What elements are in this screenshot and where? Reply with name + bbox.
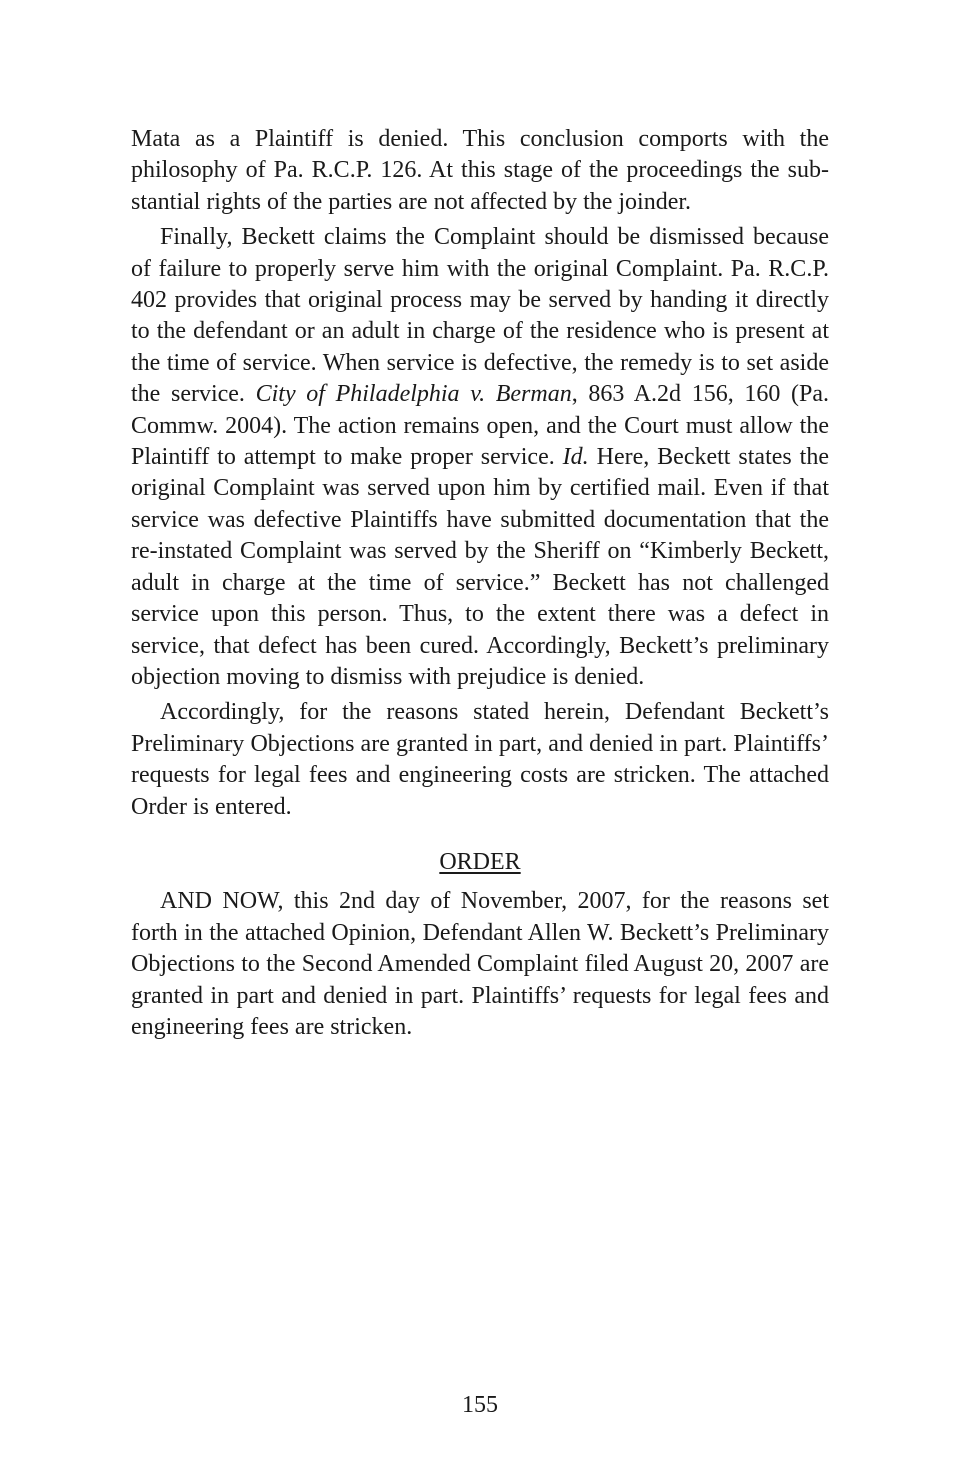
case-citation-name: City of Philadelphia v. Berman [255, 381, 572, 408]
page-number: 155 [462, 1392, 498, 1418]
service-text-part-2: , 863 A.2d 156, 160 (Pa. Commw. 2004). The action remains open, and the Court must allow the Plaintiff to attempt to make proper service. [131, 381, 829, 471]
paragraph-service-objection [131, 222, 829, 693]
id-citation: Id. [562, 444, 589, 471]
document-body [131, 124, 829, 1043]
service-text-part-1: Finally, Beckett claims the Complaint should be dismissed because of failure to properly serve him with the original Complaint. Pa. R.C.P. 402 provides that original process may be served by handing it directly to the defendant or an adult in charge of the residence who is present at the time of service. When service is defective, the remedy is to set aside the service. [131, 224, 829, 408]
paragraph-conclusion: Accordingly, for the reasons stated herein, Defendant Beckett’s Preliminary Objections are granted in part, and denied in part. Plaintiffs’ requests for legal fees and engineering costs are stricken. The attached Order is entered. [131, 699, 829, 820]
paragraph-order-text: AND NOW, this 2nd day of November, 2007, for the reasons set forth in the attached Opinion, Defendant Allen W. Beckett’s Preliminary Objections to the Second Amended Complaint filed August 20, 2007 are granted in part and denied in part. Plaintiffs’ requests for legal fees and engineering fees are stricken. [131, 888, 829, 1040]
service-text-part-3: Here, Beckett states the original Complaint was served upon him by certified mail. Even if that service was defective Plaintiffs have submitted documentation that the re-instated Complaint was served by the Sheriff on “Kimberly Beckett, adult in charge at the time of service.” Beckett has not challenged service upon this person. Thus, to the extent there was a defect in service, that defect has been cured. Accordingly, Beckett’s preliminary objection moving to dismiss with prejudice is denied. [131, 444, 829, 690]
order-heading: ORDER [439, 848, 521, 875]
paragraph-continued-denial: Mata as a Plaintiff is denied. This conclusion comports with the philosophy of Pa. R.C.P. 126. At this stage of the proceedings the substantial rights of the parties are not affected by the joinder. [131, 126, 829, 215]
